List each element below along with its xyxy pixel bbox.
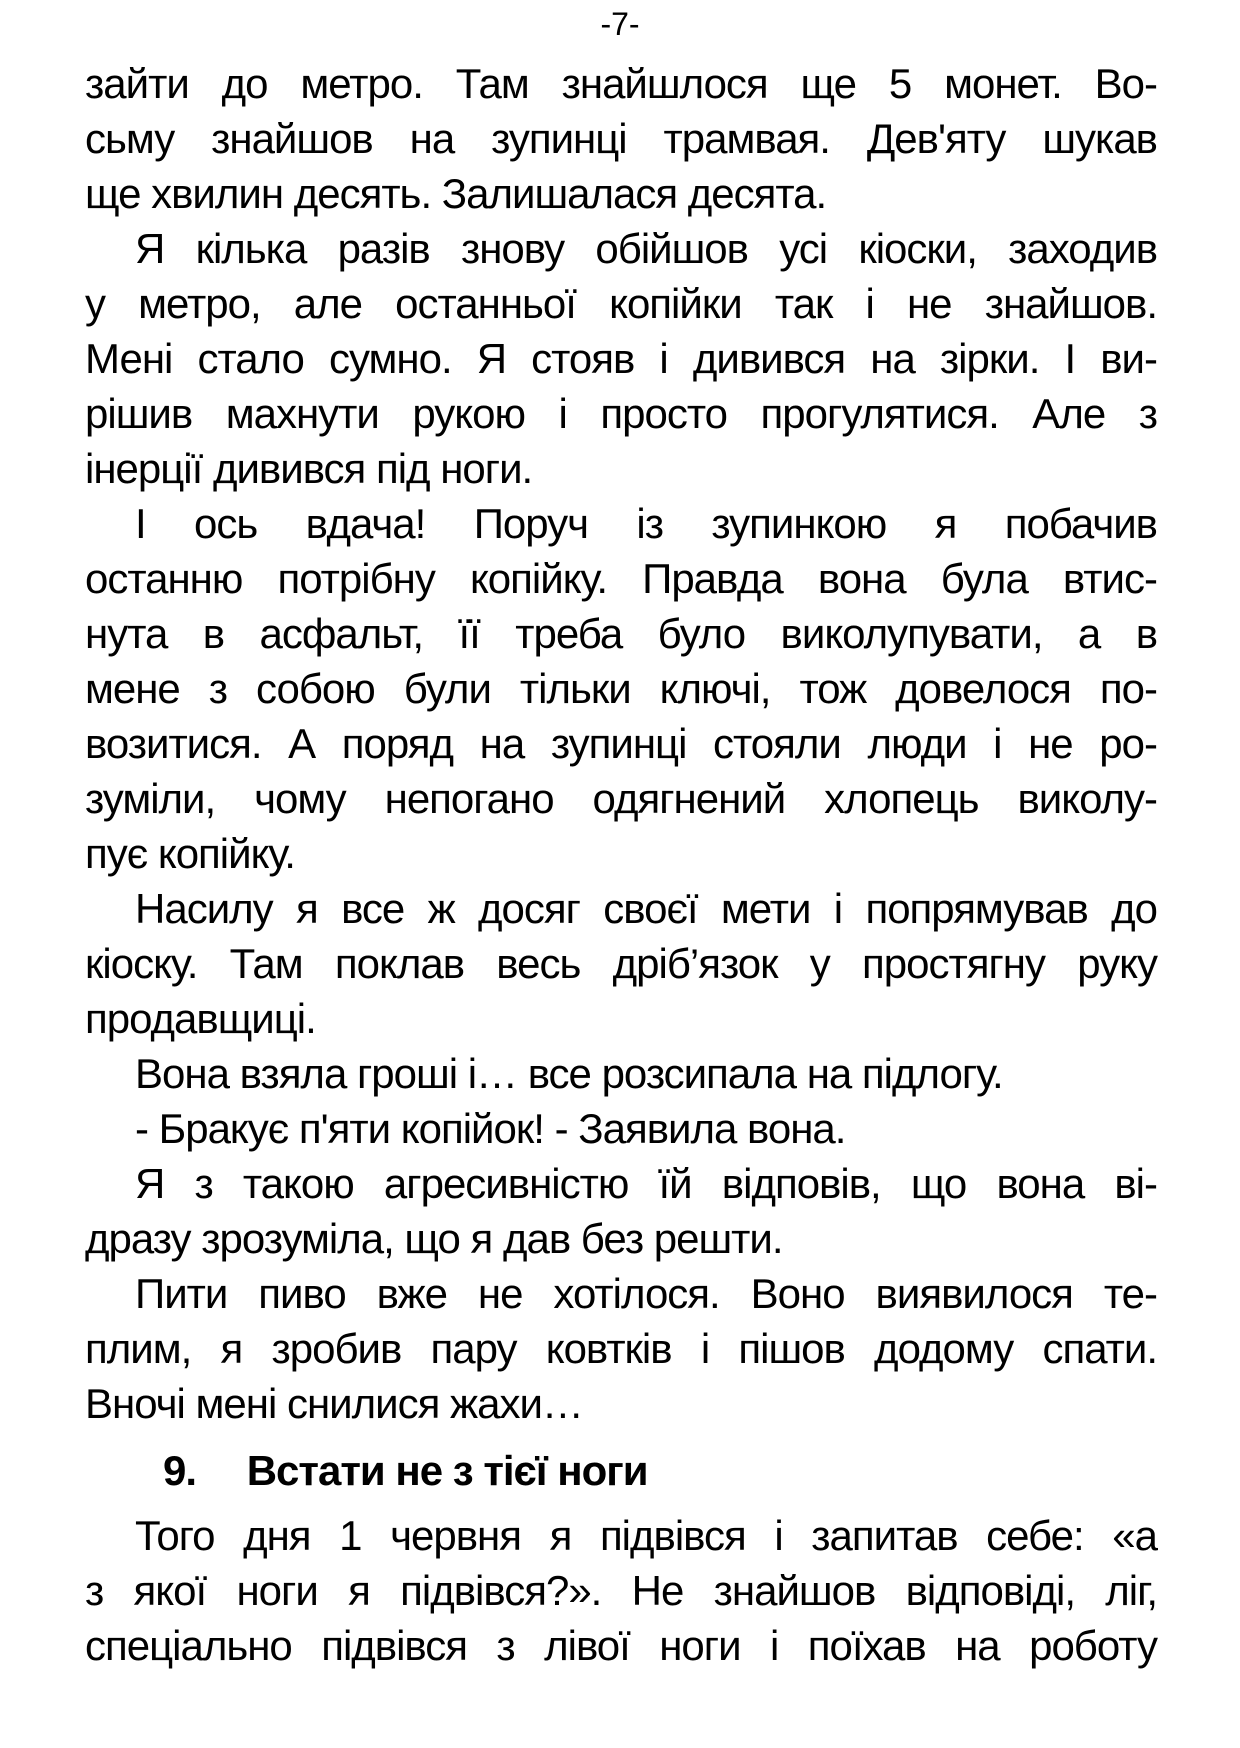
paragraph <box>85 1266 1157 1431</box>
text-line: нута в асфальт, її треба було виколупувати, а в <box>85 610 1157 657</box>
paragraph <box>85 221 1157 496</box>
text-line: спеціально підвівся з лівої ноги і поїхав на роботу <box>85 1622 1157 1669</box>
text-line: сьму знайшов на зупинці трамвая. Дев'яту шукав <box>85 115 1157 162</box>
text-line: дразу зрозуміла, що я дав без решти. <box>85 1215 783 1262</box>
text-line: останню потрібну копійку. Правда вона була втис- <box>85 555 1157 602</box>
paragraph <box>85 881 1157 1046</box>
text-line: Того дня 1 червня я підвівся і запитав себе: «а <box>135 1512 1157 1559</box>
text-line: зайти до метро. Там знайшлося ще 5 монет. Во- <box>85 60 1157 107</box>
text-line: Мені стало сумно. Я стояв і дивився на зірки. І ви- <box>85 335 1157 382</box>
section-heading <box>85 1443 1157 1498</box>
heading-title: Встати не з тієї ноги <box>246 1447 648 1494</box>
paragraph <box>85 56 1157 221</box>
text-line: Вночі мені снилися жахи… <box>85 1380 583 1427</box>
paragraph <box>85 1156 1157 1266</box>
text-line: плим, я зробив пару ковтків і пішов додому спати. <box>85 1325 1157 1372</box>
text-line: мене з собою були тільки ключі, тож довелося по- <box>85 665 1157 712</box>
text-line: рішив махнути рукою і просто прогулятися. Але з <box>85 390 1157 437</box>
text-line: ще хвилин десять. Залишалася десята. <box>85 170 827 217</box>
text-line: зуміли, чому непогано одягнений хлопець виколу- <box>85 775 1157 822</box>
paragraph <box>85 1046 1157 1101</box>
text-line: І ось вдача! Поруч із зупинкою я побачив <box>135 500 1157 547</box>
text-line: Я кілька разів знову обійшов усі кіоски, заходив <box>135 225 1157 272</box>
heading-number: 9. <box>163 1447 197 1494</box>
paragraph <box>85 1508 1157 1673</box>
text-line: Пити пиво вже не хотілося. Воно виявилося те- <box>135 1270 1157 1317</box>
paragraph <box>85 1101 1157 1156</box>
text-line: - Бракує п'яти копійок! - Заявила вона. <box>135 1105 846 1152</box>
text-line: інерції дивився під ноги. <box>85 445 533 492</box>
text-line: Вона взяла гроші і… все розсипала на підлогу. <box>135 1050 1003 1097</box>
text-line: кіоску. Там поклав весь дріб’язок у простягну руку <box>85 940 1157 987</box>
text-line: Насилу я все ж досяг своєї мети і попрямував до <box>135 885 1157 932</box>
paragraph <box>85 496 1157 881</box>
page-number: -7- <box>600 6 640 42</box>
text-line: продавщиці. <box>85 995 316 1042</box>
text-line: возитися. А поряд на зупинці стояли люди і не ро- <box>85 720 1157 767</box>
text-line: з якої ноги я підвівся?». Не знайшов відповіді, ліг, <box>85 1567 1157 1614</box>
text-content <box>85 56 1157 1673</box>
text-line: Я з такою агресивністю їй відповів, що вона ві- <box>135 1160 1157 1207</box>
text-line: у метро, але останньої копійки так і не знайшов. <box>85 280 1157 327</box>
text-line: пує копійку. <box>85 830 295 877</box>
